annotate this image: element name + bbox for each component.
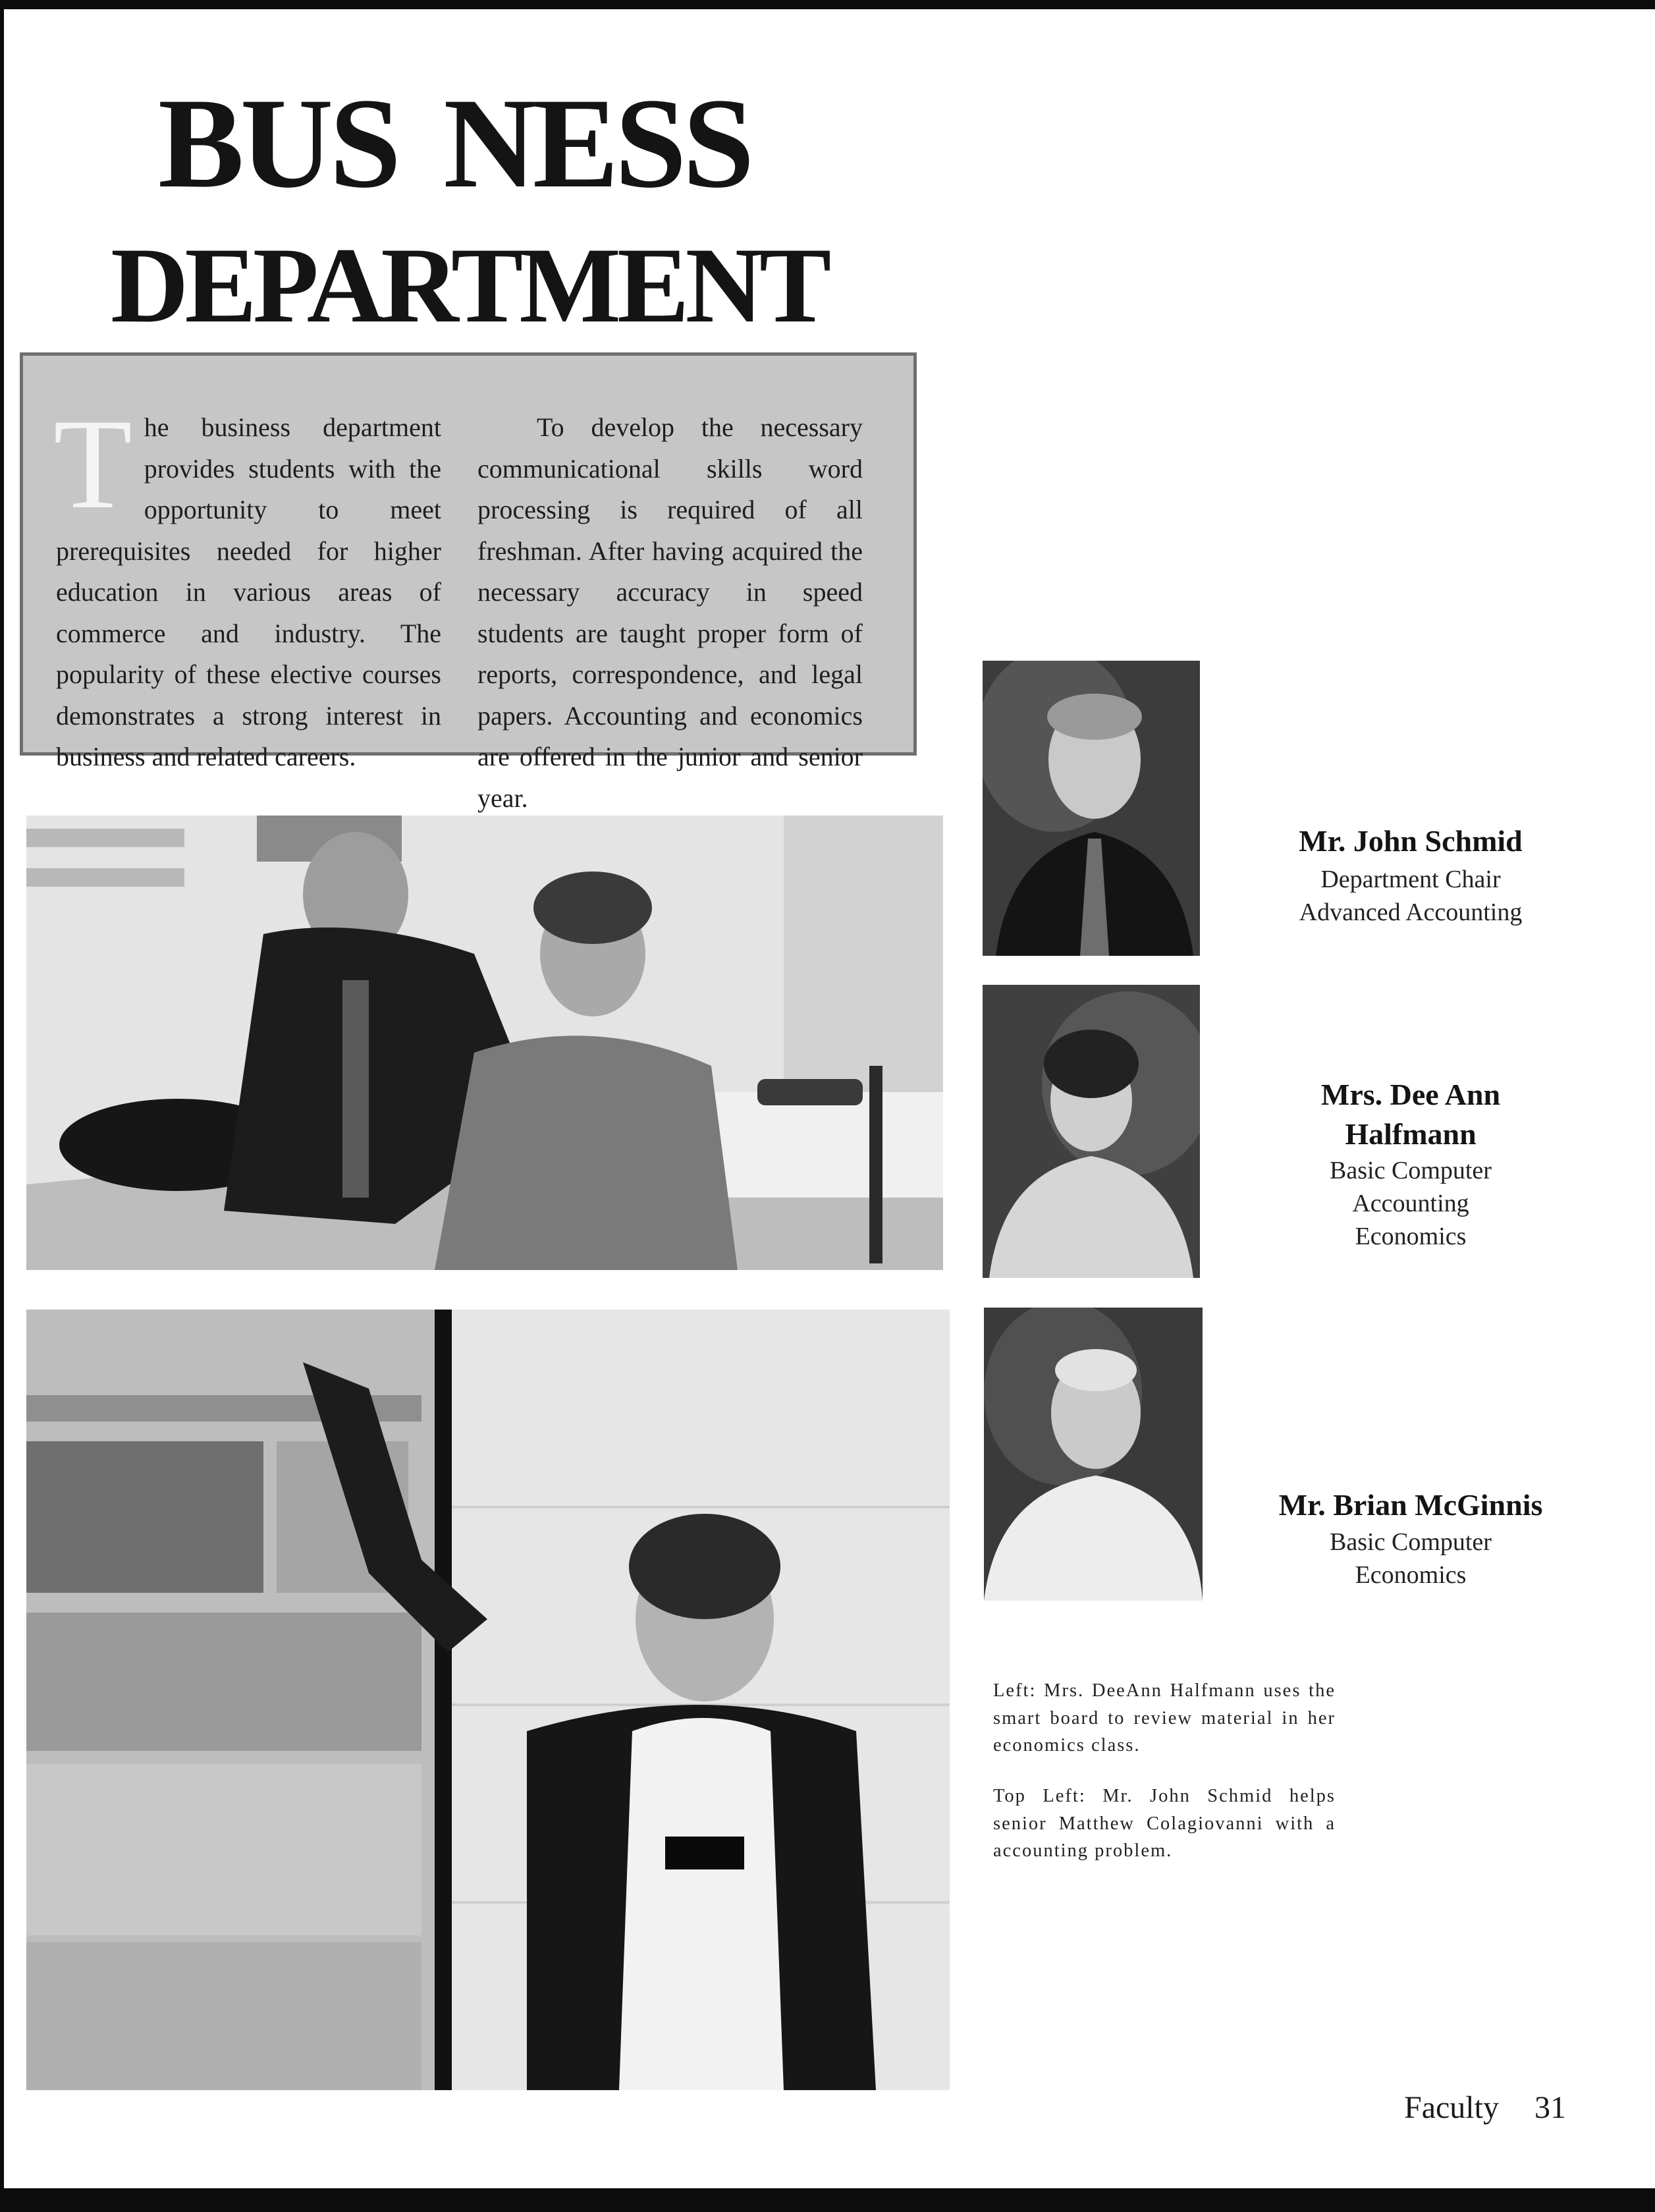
teacher-role: Economics xyxy=(1355,1561,1467,1589)
page-title-line2: DEPARTMENT xyxy=(111,226,828,345)
title-part-b: NESS xyxy=(443,72,751,215)
photo-halfmann-smart-board xyxy=(26,1310,950,2090)
page-left-border xyxy=(0,0,4,2212)
portrait-dee-ann-halfmann xyxy=(983,985,1200,1278)
page-number: 31 xyxy=(1534,2090,1566,2125)
page-bottom-border xyxy=(0,2188,1655,2212)
portrait-john-schmid xyxy=(983,661,1200,956)
intro-column-right: To develop the necessary communicational skills word processing is required of all freshman. After having acquired the necessary accuracy in speed students are taught proper form of reports, correspondence, and legal papers. Accounting and economics are offered in the junior and senior year. xyxy=(477,412,863,813)
drop-cap: T xyxy=(53,393,132,536)
teacher-role: Basic Computer xyxy=(1330,1157,1492,1184)
page-top-border xyxy=(0,0,1655,9)
intro-paragraph-1: he business department provides students with the opportunity to meet prerequisites needed for higher education in various areas of commerce and industry. The popularity of these elective courses demonstrates a strong interest in business and related careers. xyxy=(56,412,441,771)
caption-left-photo: Left: Mrs. DeeAnn Halfmann uses the smart board to review material in her economics class. xyxy=(993,1680,1336,1756)
title-part-a: BUS xyxy=(158,72,398,215)
photo-schmid-helping-student xyxy=(26,816,943,1270)
teacher-role: Accounting xyxy=(1352,1190,1469,1217)
intro-text-box xyxy=(20,352,917,813)
teacher-name-mcginnis: Mr. Brian McGinnis xyxy=(1278,1488,1543,1522)
teacher-role: Economics xyxy=(1355,1223,1467,1250)
teacher-role: Advanced Accounting xyxy=(1299,899,1523,926)
teacher-name-halfmann-line2: Halfmann xyxy=(1345,1117,1477,1151)
portrait-brian-mcginnis xyxy=(984,1308,1203,1601)
folio-section: Faculty xyxy=(1404,2090,1499,2125)
teacher-name-halfmann-line1: Mrs. Dee Ann xyxy=(1320,1078,1501,1111)
page-title-line1 xyxy=(158,69,1080,217)
caption-top-left-photo: Top Left: Mr. John Schmid helps senior Matthew Colagiovanni with a accounting problem. xyxy=(993,1786,1336,1861)
teacher-role: Department Chair xyxy=(1320,866,1501,893)
teacher-name-schmid: Mr. John Schmid xyxy=(1299,824,1523,858)
intro-column-left xyxy=(53,393,441,778)
teacher-role: Basic Computer xyxy=(1330,1528,1492,1556)
